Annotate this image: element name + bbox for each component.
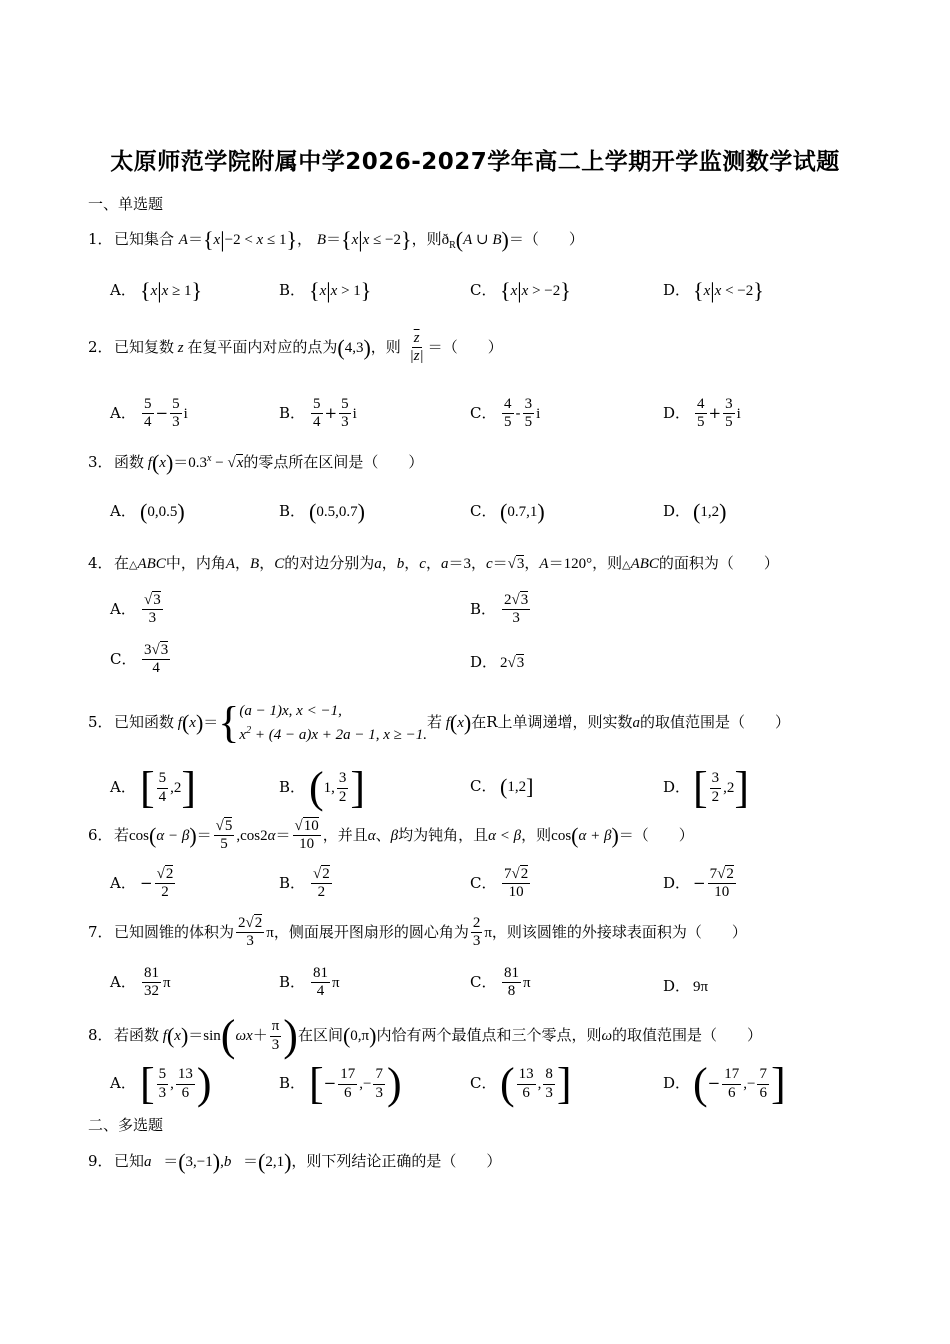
question-text: 若 (426, 713, 442, 731)
question-4: 4．在△ABC中，内角A，B，C的对边分别为a，b，c，a＝3，c＝√3，A＝120°，则△ABC的面积为（ ） (88, 554, 779, 572)
question-text: 若 (114, 825, 130, 844)
question-text: 中，内角 (165, 554, 226, 572)
question-text: ，则该圆锥的外接球表面积为（ ） (491, 922, 747, 941)
question-3: 3．函数 $f(x)=0.3^x - √x$的零点所在区间是（ ） (88, 450, 424, 475)
question-text: 、 (375, 825, 391, 844)
question-text: 在R上单调递增，则实数 (471, 713, 633, 731)
option-3a[interactable]: A． (0,0.5) (110, 499, 185, 524)
question-text: 在区间 (297, 1026, 343, 1044)
option-1c[interactable]: C． {x|x > −2} (470, 278, 571, 303)
option-5c[interactable]: C． (1,2] (470, 774, 534, 799)
question-text: ， (297, 230, 313, 248)
question-text: 均为钝角，且 (398, 825, 489, 844)
question-text: ，则 (521, 825, 552, 844)
question-7: 7．已知圆锥的体积为 $\frac{2√2}{3}$ π，侧面展开图扇形的圆心角为 $\frac{2}{3}$ π，则该圆锥的外接球表面积为（ ） (88, 915, 747, 950)
question-number: 1． (88, 230, 113, 248)
option-7c[interactable]: C． $\frac{81}{8}$ π (470, 965, 531, 1000)
question-text: 已知圆锥的体积为 (114, 922, 235, 941)
option-5a[interactable]: A．[ $\frac{5}{4}$ ,2] (110, 763, 197, 812)
question-number: 8． (88, 1026, 113, 1044)
option-8a[interactable]: A．[ $\frac{5}{3}$ , $\frac{13}{6}$ ) (110, 1059, 212, 1108)
question-text: ，侧面展开图扇形的圆心角为 (273, 922, 469, 941)
option-2a[interactable]: A． $\frac{5}{4}$ − $\frac{5}{3}$ i (110, 396, 188, 431)
question-5: 5．已知函数 f(x)＝{ (a − 1)x, x < −1, $x^2 + (4 - a)x + 2a - 1$, x ≥ −1. 若 f(x)在R上单调递增，则实数a的取值范围是（ ） (88, 698, 791, 747)
question-number: 4． (88, 554, 113, 572)
option-3c[interactable]: C． (0.7,1) (470, 499, 545, 524)
question-text: （ ） (633, 825, 694, 844)
section-multiple-choice: 二、多选题 (88, 1116, 164, 1134)
question-text: ，则 (370, 337, 401, 356)
question-2: 2．已知复数 z 在复平面内对应的点为(4,3)，则 $\frac{\overline{z}}{|z|}$ ＝（ ） (88, 330, 503, 365)
question-text: 在复平面内对应的点为 (187, 337, 338, 356)
option-8b[interactable]: B．[− $\frac{17}{6}$ ,− $\frac{7}{3}$ ) (279, 1059, 402, 1108)
page-title: 太原师范学院附属中学2026-2027学年高二上学期开学监测数学试题 (110, 149, 840, 175)
question-1: 1．已知集合 A＝{x|−2 < x ≤ 1}， B＝{x|x ≤ −2}，则$ð_R(A$ ∪ B)＝（ ） (88, 227, 584, 252)
question-text: 内恰有两个最值点和三个零点，则 (376, 1026, 602, 1044)
option-5d[interactable]: D．[ $\frac{3}{2}$ ,2] (663, 763, 750, 812)
option-7d[interactable]: D． 9π (663, 977, 709, 995)
section-single-choice: 一、单选题 (88, 195, 164, 213)
option-3d[interactable]: D． (1,2) (663, 499, 727, 524)
question-number: 5． (88, 713, 113, 731)
option-2d[interactable]: D． $\frac{4}{5}$ + $\frac{3}{5}$ i (663, 396, 741, 431)
option-4d[interactable]: D． 2√3 (470, 653, 525, 671)
question-number: 3． (88, 453, 113, 471)
option-7a[interactable]: A． $\frac{81}{32}$ π (110, 965, 171, 1000)
option-4b[interactable]: B． $\frac{2√3}{3}$ (470, 592, 529, 627)
option-3b[interactable]: B． (0.5,0.7) (279, 499, 365, 524)
question-number: 6． (88, 825, 113, 844)
question-text: 在 (114, 554, 130, 572)
question-text: 已知函数 (114, 713, 175, 731)
option-5b[interactable]: B．(1, $\frac{3}{2}$ ] (279, 763, 366, 812)
option-4c[interactable]: C． $\frac{3√3}{4}$ (110, 642, 169, 677)
question-text: 函数 (114, 453, 145, 471)
question-text: ，则下列结论正确的是（ ） (291, 1152, 502, 1170)
question-text: 若函数 (114, 1026, 160, 1044)
option-4a[interactable]: A． $\frac{√3}{3}$ (110, 592, 161, 627)
question-8: 8．若函数 f(x)＝sin(ωx＋ $\frac{\pi}{3}$ )在区间(0,π)内恰有两个最值点和三个零点，则ω的取值范围是（ ） (88, 1011, 763, 1060)
question-text: ，并且 (322, 825, 368, 844)
question-text: 已知复数 (114, 337, 175, 356)
option-2b[interactable]: B． $\frac{5}{4}$ + $\frac{5}{3}$ i (279, 396, 357, 431)
option-6d[interactable]: D． − $\frac{7√2}{10}$ (663, 866, 734, 901)
question-text: ，则 (592, 554, 623, 572)
question-6: 6．若cos(α − β)＝ $\frac{√5}{5}$ ,cos2α＝ $\frac{√10}{10}$ ，并且α、β均为钝角，且α < β，则cos(α + β)＝（ ） (88, 818, 694, 853)
question-text: 的零点所在区间是（ ） (243, 453, 424, 471)
question-number: 2． (88, 337, 113, 356)
question-text: 的面积为（ ） (658, 554, 779, 572)
option-1d[interactable]: D． {x|x < −2} (663, 278, 764, 303)
question-text: 已知集合 (114, 230, 175, 248)
question-number: 7． (88, 922, 113, 941)
question-text: 已知 (114, 1152, 145, 1170)
question-text: 的取值范围是（ ） (612, 1026, 763, 1044)
question-text: （ ） (442, 337, 503, 356)
option-7b[interactable]: B． $\frac{81}{4}$ π (279, 965, 340, 1000)
question-text: 的对边分别为 (284, 554, 375, 572)
option-8d[interactable]: D．(− $\frac{17}{6}$ ,− $\frac{7}{6}$ ] (663, 1059, 786, 1108)
question-9: 9．已知a⃗＝(3,−1),b⃗＝(2,1)，则下列结论正确的是（ ） (88, 1149, 502, 1174)
option-6b[interactable]: B． $\frac{√2}{2}$ (279, 866, 330, 901)
option-8c[interactable]: C．( $\frac{13}{6}$ , $\frac{8}{3}$ ] (470, 1059, 572, 1108)
option-1a[interactable]: A． {x|x ≥ 1} (110, 278, 203, 303)
question-text: ，则 (411, 230, 442, 248)
option-2c[interactable]: C． $\frac{4}{5}$ - $\frac{3}{5}$ i (470, 396, 541, 431)
question-text: 的取值范围是（ ） (640, 713, 791, 731)
question-number: 9． (88, 1152, 113, 1170)
question-text: （ ） (523, 230, 584, 248)
option-1b[interactable]: B． {x|x > 1} (279, 278, 372, 303)
option-6a[interactable]: A． − $\frac{√2}{2}$ (110, 866, 174, 901)
option-6c[interactable]: C． $\frac{7√2}{10}$ (470, 866, 529, 901)
